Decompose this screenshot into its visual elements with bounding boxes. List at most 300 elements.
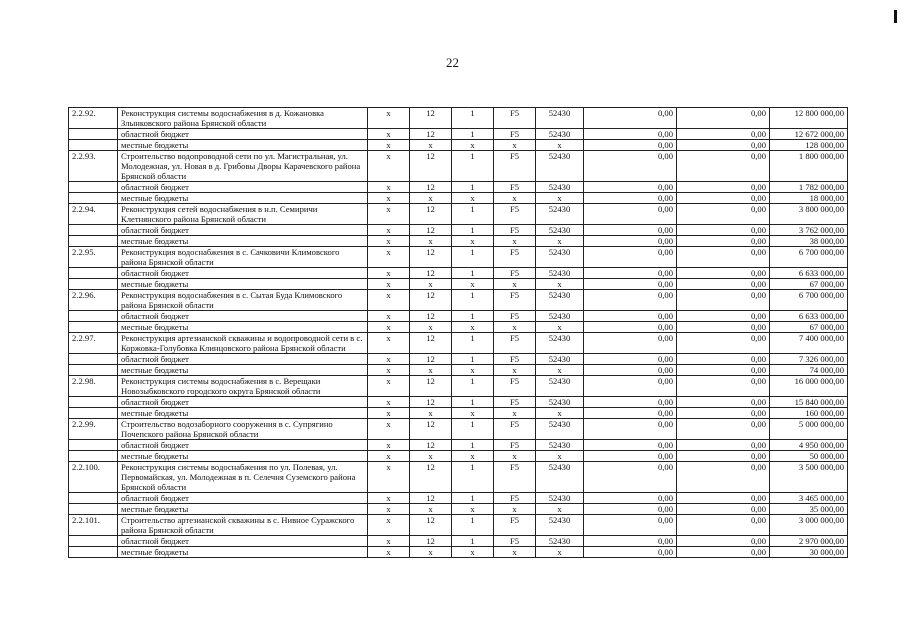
amount-year-3-cell: 1 800 000,00 [770,151,848,182]
amount-year-2-cell: 0,00 [677,333,770,354]
table-row [69,311,848,322]
project-code-cell: x [494,451,536,462]
amount-year-3-cell: 6 633 000,00 [770,311,848,322]
table-row [69,419,848,440]
table-row [69,333,848,354]
expense-code-cell: x [536,279,584,290]
project-code-cell: x [494,322,536,333]
amount-year-3-cell: 38 000,00 [770,236,848,247]
grbs-code-cell: x [368,140,410,151]
grbs-code-cell: x [368,129,410,140]
amount-year-2-cell: 0,00 [677,140,770,151]
amount-year-2-cell: 0,00 [677,419,770,440]
project-code-cell: F5 [494,462,536,493]
section-code-cell: 12 [410,290,452,311]
amount-year-3-cell: 7 326 000,00 [770,354,848,365]
amount-year-3-cell: 3 465 000,00 [770,493,848,504]
item-name-cell: местные бюджеты [118,408,368,419]
amount-year-2-cell: 0,00 [677,193,770,204]
item-code-cell: 2.2.95. [69,247,118,268]
program-code-cell: 1 [452,204,494,225]
expense-code-cell: 52430 [536,204,584,225]
section-code-cell: x [410,504,452,515]
project-code-cell: F5 [494,536,536,547]
section-code-cell: x [410,365,452,376]
section-code-cell: 12 [410,376,452,397]
table-row [69,182,848,193]
item-name-cell: местные бюджеты [118,504,368,515]
item-code-cell: 2.2.94. [69,204,118,225]
table-row [69,204,848,225]
grbs-code-cell: x [368,419,410,440]
amount-year-1-cell: 0,00 [584,462,677,493]
expense-code-cell: x [536,365,584,376]
table-row [69,247,848,268]
table-row [69,408,848,419]
table-row [69,108,848,129]
section-code-cell: 12 [410,129,452,140]
amount-year-2-cell: 0,00 [677,108,770,129]
item-code-cell: 2.2.99. [69,419,118,440]
amount-year-2-cell: 0,00 [677,365,770,376]
item-name-cell: областной бюджет [118,354,368,365]
item-name-cell: Реконструкция системы водоснабжения по ул. Полевая, ул. Первомайская, ул. Молодежная в п. Селечня Суземского района Брянской области [118,462,368,493]
item-name-cell: областной бюджет [118,182,368,193]
item-name-cell: Реконструкция водоснабжения в с. Сытая Буда Климовского района Брянской области [118,290,368,311]
expense-code-cell: 52430 [536,536,584,547]
program-code-cell: 1 [452,268,494,279]
table-row [69,236,848,247]
expense-code-cell: 52430 [536,462,584,493]
amount-year-1-cell: 0,00 [584,268,677,279]
amount-year-3-cell: 15 840 000,00 [770,397,848,408]
amount-year-1-cell: 0,00 [584,236,677,247]
amount-year-3-cell: 12 800 000,00 [770,108,848,129]
item-code-cell: 2.2.92. [69,108,118,129]
item-name-cell: Реконструкция системы водоснабжения в с. Верещаки Новозыбковского городского округа Брянской области [118,376,368,397]
amount-year-1-cell: 0,00 [584,151,677,182]
table-row [69,365,848,376]
grbs-code-cell: x [368,397,410,408]
item-name-cell: областной бюджет [118,536,368,547]
section-code-cell: x [410,140,452,151]
expense-code-cell: 52430 [536,440,584,451]
amount-year-2-cell: 0,00 [677,247,770,268]
item-code-cell [69,311,118,322]
amount-year-3-cell: 128 000,00 [770,140,848,151]
item-name-cell: местные бюджеты [118,451,368,462]
amount-year-1-cell: 0,00 [584,279,677,290]
section-code-cell: 12 [410,354,452,365]
budget-table [68,107,848,558]
project-code-cell: x [494,365,536,376]
section-code-cell: 12 [410,182,452,193]
project-code-cell: x [494,140,536,151]
program-code-cell: 1 [452,376,494,397]
program-code-cell: x [452,236,494,247]
item-code-cell [69,547,118,558]
grbs-code-cell: x [368,547,410,558]
amount-year-1-cell: 0,00 [584,322,677,333]
expense-code-cell: 52430 [536,354,584,365]
amount-year-2-cell: 0,00 [677,129,770,140]
program-code-cell: 1 [452,333,494,354]
project-code-cell: F5 [494,247,536,268]
table-row [69,547,848,558]
item-code-cell: 2.2.98. [69,376,118,397]
section-code-cell: 12 [410,333,452,354]
grbs-code-cell: x [368,182,410,193]
program-code-cell: 1 [452,129,494,140]
amount-year-2-cell: 0,00 [677,354,770,365]
amount-year-2-cell: 0,00 [677,397,770,408]
project-code-cell: F5 [494,182,536,193]
amount-year-2-cell: 0,00 [677,151,770,182]
grbs-code-cell: x [368,333,410,354]
table-row [69,193,848,204]
amount-year-1-cell: 0,00 [584,440,677,451]
project-code-cell: x [494,279,536,290]
amount-year-2-cell: 0,00 [677,311,770,322]
item-code-cell [69,140,118,151]
section-code-cell: x [410,408,452,419]
expense-code-cell: 52430 [536,129,584,140]
amount-year-2-cell: 0,00 [677,547,770,558]
table-row [69,451,848,462]
grbs-code-cell: x [368,376,410,397]
expense-code-cell: x [536,504,584,515]
project-code-cell: F5 [494,268,536,279]
expense-code-cell: 52430 [536,182,584,193]
amount-year-1-cell: 0,00 [584,515,677,536]
section-code-cell: 12 [410,108,452,129]
program-code-cell: 1 [452,290,494,311]
amount-year-1-cell: 0,00 [584,225,677,236]
item-name-cell: областной бюджет [118,129,368,140]
amount-year-2-cell: 0,00 [677,322,770,333]
amount-year-1-cell: 0,00 [584,204,677,225]
item-name-cell: местные бюджеты [118,365,368,376]
item-name-cell: областной бюджет [118,397,368,408]
amount-year-3-cell: 4 950 000,00 [770,440,848,451]
amount-year-2-cell: 0,00 [677,462,770,493]
grbs-code-cell: x [368,354,410,365]
amount-year-3-cell: 6 633 000,00 [770,268,848,279]
amount-year-3-cell: 3 762 000,00 [770,225,848,236]
item-code-cell [69,129,118,140]
item-name-cell: областной бюджет [118,268,368,279]
table-row [69,151,848,182]
program-code-cell: 1 [452,354,494,365]
amount-year-1-cell: 0,00 [584,247,677,268]
project-code-cell: x [494,504,536,515]
expense-code-cell: x [536,236,584,247]
program-code-cell: 1 [452,225,494,236]
project-code-cell: x [494,408,536,419]
project-code-cell: F5 [494,376,536,397]
section-code-cell: x [410,236,452,247]
section-code-cell: 12 [410,397,452,408]
amount-year-2-cell: 0,00 [677,182,770,193]
item-code-cell [69,268,118,279]
amount-year-1-cell: 0,00 [584,290,677,311]
item-code-cell [69,536,118,547]
amount-year-3-cell: 6 700 000,00 [770,290,848,311]
grbs-code-cell: x [368,536,410,547]
program-code-cell: x [452,408,494,419]
program-code-cell: 1 [452,151,494,182]
amount-year-1-cell: 0,00 [584,397,677,408]
expense-code-cell: 52430 [536,376,584,397]
amount-year-1-cell: 0,00 [584,376,677,397]
project-code-cell: x [494,547,536,558]
project-code-cell: x [494,193,536,204]
amount-year-1-cell: 0,00 [584,504,677,515]
table-row [69,376,848,397]
table-row [69,536,848,547]
amount-year-1-cell: 0,00 [584,408,677,419]
grbs-code-cell: x [368,311,410,322]
amount-year-3-cell: 3 000 000,00 [770,515,848,536]
amount-year-3-cell: 74 000,00 [770,365,848,376]
item-name-cell: областной бюджет [118,440,368,451]
expense-code-cell: 52430 [536,311,584,322]
grbs-code-cell: x [368,290,410,311]
item-code-cell: 2.2.96. [69,290,118,311]
amount-year-3-cell: 16 000 000,00 [770,376,848,397]
section-code-cell: x [410,547,452,558]
program-code-cell: 1 [452,440,494,451]
amount-year-3-cell: 35 000,00 [770,504,848,515]
program-code-cell: 1 [452,397,494,408]
amount-year-3-cell: 6 700 000,00 [770,247,848,268]
expense-code-cell: x [536,193,584,204]
grbs-code-cell: x [368,225,410,236]
amount-year-2-cell: 0,00 [677,408,770,419]
table-row [69,279,848,290]
item-name-cell: Строительство водозаборного сооружения в с. Супрягино Почепского района Брянской области [118,419,368,440]
expense-code-cell: 52430 [536,108,584,129]
project-code-cell: F5 [494,204,536,225]
amount-year-3-cell: 7 400 000,00 [770,333,848,354]
expense-code-cell: 52430 [536,290,584,311]
project-code-cell: F5 [494,354,536,365]
item-code-cell [69,440,118,451]
project-code-cell: x [494,236,536,247]
expense-code-cell: 52430 [536,333,584,354]
program-code-cell: 1 [452,515,494,536]
project-code-cell: F5 [494,108,536,129]
project-code-cell: F5 [494,397,536,408]
program-code-cell: 1 [452,311,494,322]
item-name-cell: Реконструкция системы водоснабжения в д. Кожановка Злынковского района Брянской области [118,108,368,129]
item-code-cell [69,451,118,462]
section-code-cell: 12 [410,440,452,451]
item-code-cell [69,236,118,247]
item-name-cell: местные бюджеты [118,322,368,333]
amount-year-2-cell: 0,00 [677,493,770,504]
table-row [69,268,848,279]
amount-year-2-cell: 0,00 [677,376,770,397]
program-code-cell: 1 [452,182,494,193]
item-name-cell: местные бюджеты [118,547,368,558]
item-code-cell: 2.2.93. [69,151,118,182]
item-code-cell [69,354,118,365]
amount-year-1-cell: 0,00 [584,547,677,558]
section-code-cell: 12 [410,204,452,225]
program-code-cell: 1 [452,493,494,504]
amount-year-1-cell: 0,00 [584,536,677,547]
amount-year-2-cell: 0,00 [677,225,770,236]
section-code-cell: 12 [410,268,452,279]
amount-year-1-cell: 0,00 [584,354,677,365]
section-code-cell: x [410,451,452,462]
page-edge-mark [894,10,897,23]
section-code-cell: 12 [410,536,452,547]
section-code-cell: 12 [410,311,452,322]
item-name-cell: областной бюджет [118,493,368,504]
project-code-cell: F5 [494,290,536,311]
item-name-cell: Строительство артезианской скважины в с. Нивное Суражского района Брянской области [118,515,368,536]
amount-year-1-cell: 0,00 [584,311,677,322]
expense-code-cell: 52430 [536,397,584,408]
program-code-cell: 1 [452,536,494,547]
amount-year-3-cell: 18 000,00 [770,193,848,204]
grbs-code-cell: x [368,451,410,462]
program-code-cell: x [452,322,494,333]
table-row [69,354,848,365]
table-row [69,462,848,493]
program-code-cell: x [452,365,494,376]
project-code-cell: F5 [494,311,536,322]
grbs-code-cell: x [368,268,410,279]
table-row [69,515,848,536]
grbs-code-cell: x [368,247,410,268]
amount-year-2-cell: 0,00 [677,236,770,247]
grbs-code-cell: x [368,236,410,247]
grbs-code-cell: x [368,108,410,129]
project-code-cell: F5 [494,129,536,140]
section-code-cell: x [410,279,452,290]
section-code-cell: 12 [410,493,452,504]
amount-year-2-cell: 0,00 [677,536,770,547]
grbs-code-cell: x [368,193,410,204]
program-code-cell: x [452,193,494,204]
item-code-cell: 2.2.100. [69,462,118,493]
page-number: 22 [446,55,459,70]
section-code-cell: 12 [410,515,452,536]
item-name-cell: местные бюджеты [118,193,368,204]
item-name-cell: областной бюджет [118,311,368,322]
program-code-cell: x [452,140,494,151]
amount-year-1-cell: 0,00 [584,333,677,354]
project-code-cell: F5 [494,493,536,504]
amount-year-3-cell: 3 500 000,00 [770,462,848,493]
item-name-cell: Реконструкция водоснабжения в с. Сачковичи Климовского района Брянской области [118,247,368,268]
amount-year-2-cell: 0,00 [677,290,770,311]
amount-year-1-cell: 0,00 [584,365,677,376]
item-code-cell [69,279,118,290]
item-code-cell [69,182,118,193]
grbs-code-cell: x [368,493,410,504]
amount-year-3-cell: 12 672 000,00 [770,129,848,140]
amount-year-2-cell: 0,00 [677,504,770,515]
grbs-code-cell: x [368,504,410,515]
expense-code-cell: 52430 [536,225,584,236]
item-code-cell: 2.2.97. [69,333,118,354]
amount-year-2-cell: 0,00 [677,440,770,451]
table-row [69,397,848,408]
amount-year-3-cell: 3 800 000,00 [770,204,848,225]
section-code-cell: 12 [410,225,452,236]
expense-code-cell: 52430 [536,247,584,268]
item-name-cell: Реконструкция артезианской скважины и водопроводной сети в с. Коржовка-Голубовка Клинцовского района Брянской области [118,333,368,354]
expense-code-cell: 52430 [536,493,584,504]
table-row [69,290,848,311]
grbs-code-cell: x [368,204,410,225]
amount-year-3-cell: 5 000 000,00 [770,419,848,440]
item-code-cell [69,504,118,515]
item-name-cell: местные бюджеты [118,279,368,290]
grbs-code-cell: x [368,322,410,333]
amount-year-3-cell: 67 000,00 [770,322,848,333]
amount-year-2-cell: 0,00 [677,279,770,290]
table-row [69,140,848,151]
expense-code-cell: x [536,322,584,333]
program-code-cell: 1 [452,108,494,129]
amount-year-1-cell: 0,00 [584,140,677,151]
expense-code-cell: x [536,408,584,419]
amount-year-3-cell: 67 000,00 [770,279,848,290]
program-code-cell: x [452,451,494,462]
amount-year-3-cell: 50 000,00 [770,451,848,462]
table-row [69,322,848,333]
amount-year-2-cell: 0,00 [677,204,770,225]
program-code-cell: x [452,504,494,515]
table-row [69,504,848,515]
program-code-cell: x [452,279,494,290]
section-code-cell: x [410,322,452,333]
expense-code-cell: 52430 [536,515,584,536]
amount-year-1-cell: 0,00 [584,419,677,440]
item-name-cell: Строительство водопроводной сети по ул. Магистральная, ул. Молодежная, ул. Новая в д. Грибовы Дворы Карачевского района Брянской области [118,151,368,182]
amount-year-1-cell: 0,00 [584,182,677,193]
section-code-cell: 12 [410,419,452,440]
amount-year-1-cell: 0,00 [584,108,677,129]
item-code-cell [69,225,118,236]
grbs-code-cell: x [368,279,410,290]
amount-year-3-cell: 160 000,00 [770,408,848,419]
grbs-code-cell: x [368,440,410,451]
project-code-cell: F5 [494,333,536,354]
grbs-code-cell: x [368,151,410,182]
project-code-cell: F5 [494,419,536,440]
amount-year-2-cell: 0,00 [677,451,770,462]
grbs-code-cell: x [368,462,410,493]
amount-year-2-cell: 0,00 [677,268,770,279]
program-code-cell: 1 [452,419,494,440]
table-row [69,493,848,504]
item-name-cell: областной бюджет [118,225,368,236]
program-code-cell: x [452,547,494,558]
amount-year-1-cell: 0,00 [584,129,677,140]
program-code-cell: 1 [452,247,494,268]
item-name-cell: местные бюджеты [118,236,368,247]
amount-year-1-cell: 0,00 [584,493,677,504]
amount-year-1-cell: 0,00 [584,193,677,204]
section-code-cell: 12 [410,462,452,493]
project-code-cell: F5 [494,515,536,536]
